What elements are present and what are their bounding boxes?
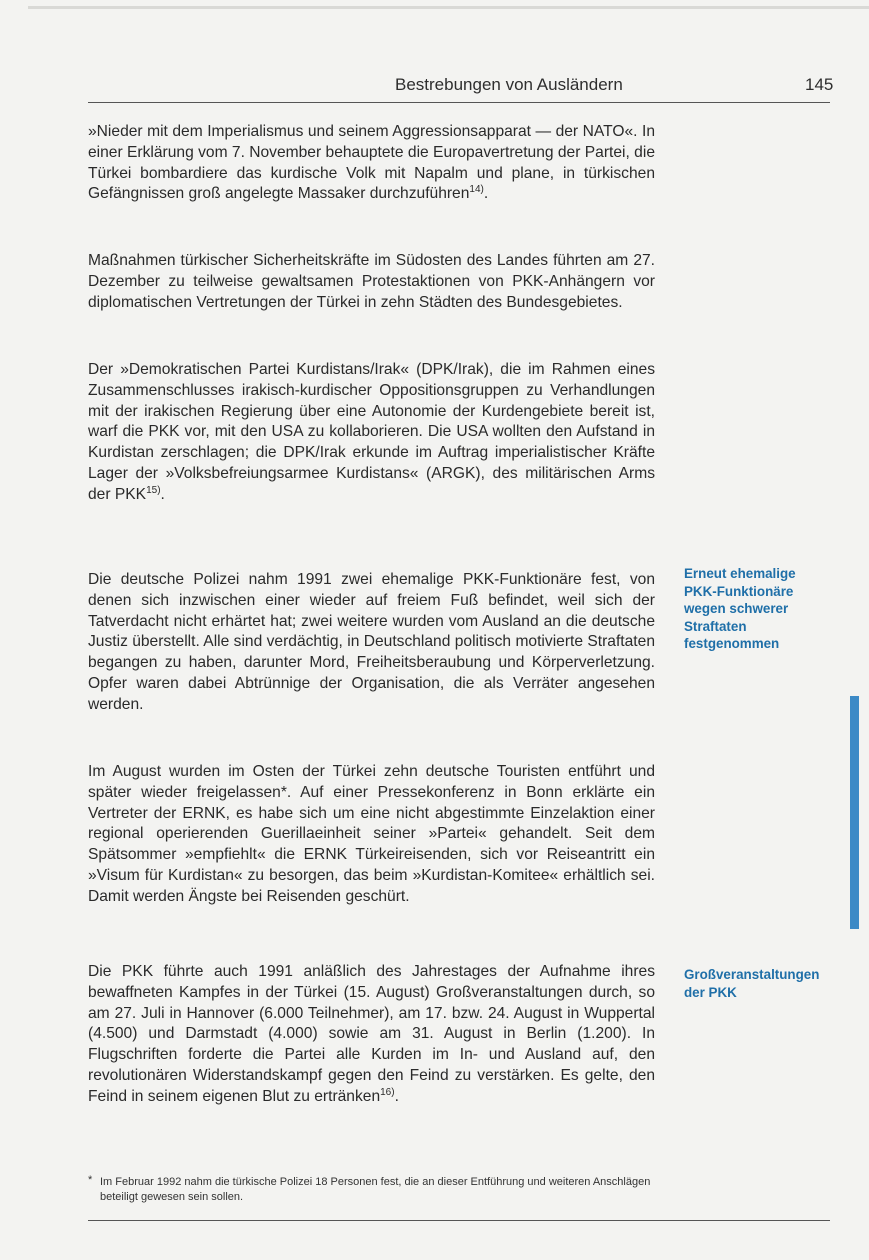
footnote-rule xyxy=(88,1220,830,1221)
paragraph-3: Der »Demokratischen Partei Kurdistans/Irak« (DPK/Irak), die im Rahmen eines Zusammenschlusses irakisch-kurdischer Oppositionsgruppen zu Verhandlungen mit der irakischen Regierung über eine Autonomie der Kurdengebiete bereit ist, warf die PKK vor, mit den USA zu kollaborieren. Die USA wollten den Aufstand in Kurdistan zerschlagen; die DPK/Irak erkunde im Auftrag imperialistischer Kräfte Lager der »Volksbefreiungsarmee Kurdistans« (ARGK), des militärischen Arms der PKK$^{15)}$. xyxy=(88,361,655,503)
footnote-ref: 15) xyxy=(146,484,161,496)
paragraph-6: Die PKK führte auch 1991 anläßlich des Jahrestages der Aufnahme ihres bewaffneten Kampfes in der Türkei (15. August) Großveranstaltungen durch, so am 27. Juli in Hannover (6.000 Teilnehmer), am 17. bzw. 24. August in Wuppertal (4.500) und Darmstadt (4.000) sowie am 31. August in Berlin (1.200). In Flugschriften forderte die Partei alle Kurden im In- und Ausland auf, den revolutionären Widerstandskampf gegen den Feind zu verstärken. Es gelte, den Feind in seinem eigenen Blut zu ertränken$^{16)}$. xyxy=(88,963,655,1105)
footnote-ref: 16) xyxy=(380,1086,395,1098)
running-header: Bestrebungen von Ausländern xyxy=(395,75,623,94)
page-number: 145 xyxy=(805,75,834,94)
top-border xyxy=(28,6,869,9)
paragraph-2: Maßnahmen türkischer Sicherheitskräfte im Südosten des Landes führten am 27. Dezember zu teilweise gewaltsamen Protestaktionen von PKK-Anhängern vor diplomatischen Vertretungen der Türkei in zehn Städten des Bundesgebietes. xyxy=(88,252,655,311)
footnote-mark: * xyxy=(88,1174,93,1186)
margin-note-funktionaere: Erneut ehemalige PKK-Funktionäre wegen schwerer Straftaten festgenommen xyxy=(684,566,796,652)
paragraph-5: Im August wurden im Osten der Türkei zehn deutsche Touristen entführt und später wieder freigelassen*. Auf einer Pressekonferenz in Bonn erklärte ein Vertreter der ERNK, es habe sich um eine nicht abgestimmte Einzelaktion einer regional operierenden Guerillaeinheit seiner »Partei« gehandelt. Seit dem Spätsommer »empfiehlt« die ERNK Türkeireisenden, sich vor Reiseantritt ein »Visum für Kurdistan« zu besorgen, das beim »Kurdistan-Komitee« erhältlich sei. Damit werden Ängste bei Reisenden geschürt. xyxy=(88,763,655,905)
margin-note-grossveranstaltungen: Großveranstaltungen der PKK xyxy=(684,967,820,1000)
footnote-text: Im Februar 1992 nahm die türkische Polizei 18 Personen fest, die an dieser Entführung und weiteren Anschlägen beteiligt gewesen sein sollen. xyxy=(100,1176,651,1203)
footnote-ref: 14) xyxy=(469,184,484,196)
paragraph-4: Die deutsche Polizei nahm 1991 zwei ehemalige PKK-Funktionäre fest, von denen sich inzwischen einer wieder auf freiem Fuß befindet, weil sich der Tatverdacht nicht erhärtet hat; zwei weitere wurden vom Ausland an die deutsche Justiz überstellt. Alle sind verdächtig, in Deutschland politisch motivierte Straftaten begangen zu haben, darunter Mord, Freiheitsberaubung und Körperverletzung. Opfer waren dabei Abtrünnige der Organisation, die als Verräter angesehen werden. xyxy=(88,571,655,713)
footnote xyxy=(88,1175,658,1205)
paragraph-1: »Nieder mit dem Imperialismus und seinem Aggressionsapparat — der NATO«. In einer Erklärung vom 7. November behauptete die Europavertretung der Partei, die Türkei bombardiere das kurdische Volk mit Napalm und plane, in türkischen Gefängnissen groß angelegte Massaker durchzuführen$^{14)}$. xyxy=(88,123,655,203)
margin-marker-bar xyxy=(850,696,859,929)
header-rule xyxy=(88,102,830,103)
